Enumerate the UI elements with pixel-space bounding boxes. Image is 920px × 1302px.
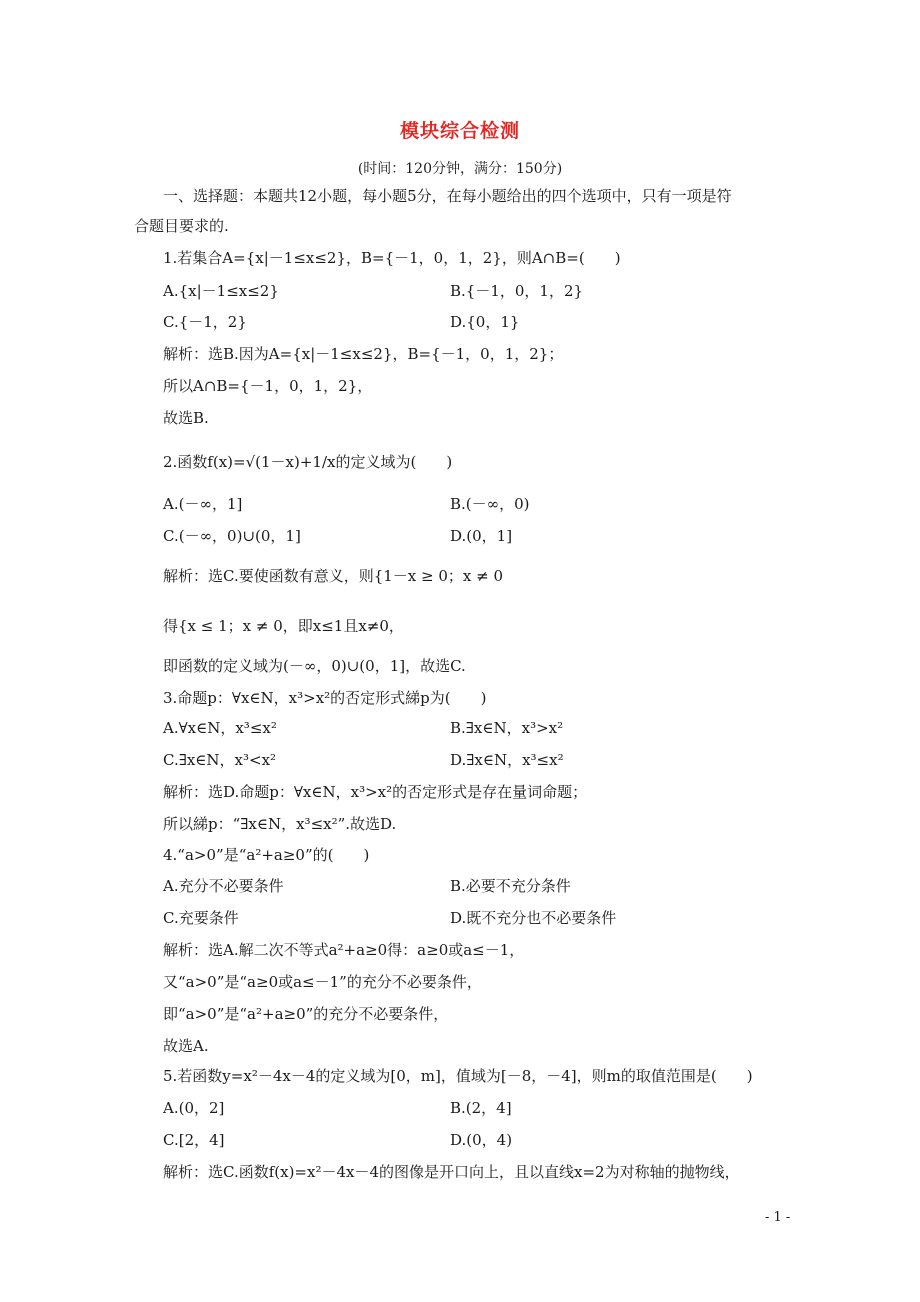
q2-solution-2: 得{x ≤ 1；x ≠ 0，即x≤1且x≠0， [163, 617, 404, 635]
q1-option-b: B.{－1，0，1，2} [450, 282, 584, 300]
q4-solution-1: 解析：选A.解二次不等式a²+a≥0得：a≥0或a≤－1， [163, 941, 525, 959]
q4-option-b: B.必要不充分条件 [450, 877, 571, 895]
q4-solution-2: 又“a>0”是“a≥0或a≤－1”的充分不必要条件， [163, 973, 482, 991]
q1-solution-2: 所以A∩B={－1，0，1，2}， [163, 377, 373, 395]
intro-line-2: 合题目要求的. [134, 217, 229, 235]
document-title: 模块综合检测 [399, 120, 520, 142]
q4-solution-3: 即“a>0”是“a²+a≥0”的充分不必要条件， [163, 1005, 449, 1023]
q2-solution-3: 即函数的定义域为(－∞，0)∪(0，1]，故选C. [163, 657, 466, 675]
q4-solution-4: 故选A. [163, 1037, 209, 1055]
q1-solution-1: 解析：选B.因为A={x|－1≤x≤2}，B={－1，0，1，2}； [163, 345, 564, 363]
q5-option-b: B.(2，4] [450, 1099, 512, 1117]
q2-option-d: D.(0，1] [450, 527, 513, 545]
q2-solution-1: 解析：选C.要使函数有意义，则{1－x ≥ 0；x ≠ 0 [163, 567, 504, 585]
q4-stem: 4.“a>0”是“a²+a≥0”的( ) [163, 846, 370, 864]
q2-option-b: B.(－∞，0) [450, 495, 530, 513]
q4-option-d: D.既不充分也不必要条件 [450, 909, 617, 927]
q4-option-a: A.充分不必要条件 [163, 877, 284, 895]
q5-option-d: D.(0，4) [450, 1131, 513, 1149]
page-number: - 1 - [765, 1210, 791, 1225]
q5-stem: 5.若函数y=x²－4x－4的定义域为[0，m]，值域为[－8，－4]，则m的取值范围是( ) [163, 1067, 753, 1085]
q5-solution-1: 解析：选C.函数f(x)=x²－4x－4的图像是开口向上，且以直线x=2为对称轴的抛物线， [163, 1163, 740, 1181]
q2-stem: 2.函数f(x)=√(1－x)+1/x的定义域为( ) [163, 453, 453, 471]
q2-option-a: A.(－∞，1] [163, 495, 243, 513]
q3-option-c: C.∃x∈N，x³<x² [163, 751, 277, 769]
q1-option-a: A.{x|－1≤x≤2} [163, 282, 279, 300]
q1-solution-3: 故选B. [163, 409, 209, 427]
q3-stem: 3.命题p：∀x∈N，x³>x²的否定形式綈p为( ) [163, 689, 487, 707]
q2-option-c: C.(－∞，0)∪(0，1] [163, 527, 301, 545]
q3-option-b: B.∃x∈N，x³>x² [450, 719, 564, 737]
q3-option-d: D.∃x∈N，x³≤x² [450, 751, 564, 769]
q5-option-a: A.(0，2] [163, 1099, 225, 1117]
q3-option-a: A.∀x∈N，x³≤x² [163, 719, 277, 737]
document-subtitle: (时间：120分钟，满分：150分) [357, 161, 563, 177]
q1-option-d: D.{0，1} [450, 313, 520, 331]
q3-solution-2: 所以綈p：“∃x∈N，x³≤x²”.故选D. [163, 815, 397, 833]
q1-option-c: C.{－1，2} [163, 313, 247, 331]
q1-stem: 1.若集合A={x|－1≤x≤2}，B={－1，0，1，2}，则A∩B=( ) [163, 249, 621, 267]
q4-option-c: C.充要条件 [163, 909, 239, 927]
q3-solution-1: 解析：选D.命题p：∀x∈N，x³>x²的否定形式是存在量词命题； [163, 783, 588, 801]
intro-line-1: 一、选择题：本题共12小题，每小题5分，在每小题给出的四个选项中，只有一项是符 [163, 187, 732, 205]
q5-option-c: C.[2，4] [163, 1131, 225, 1149]
